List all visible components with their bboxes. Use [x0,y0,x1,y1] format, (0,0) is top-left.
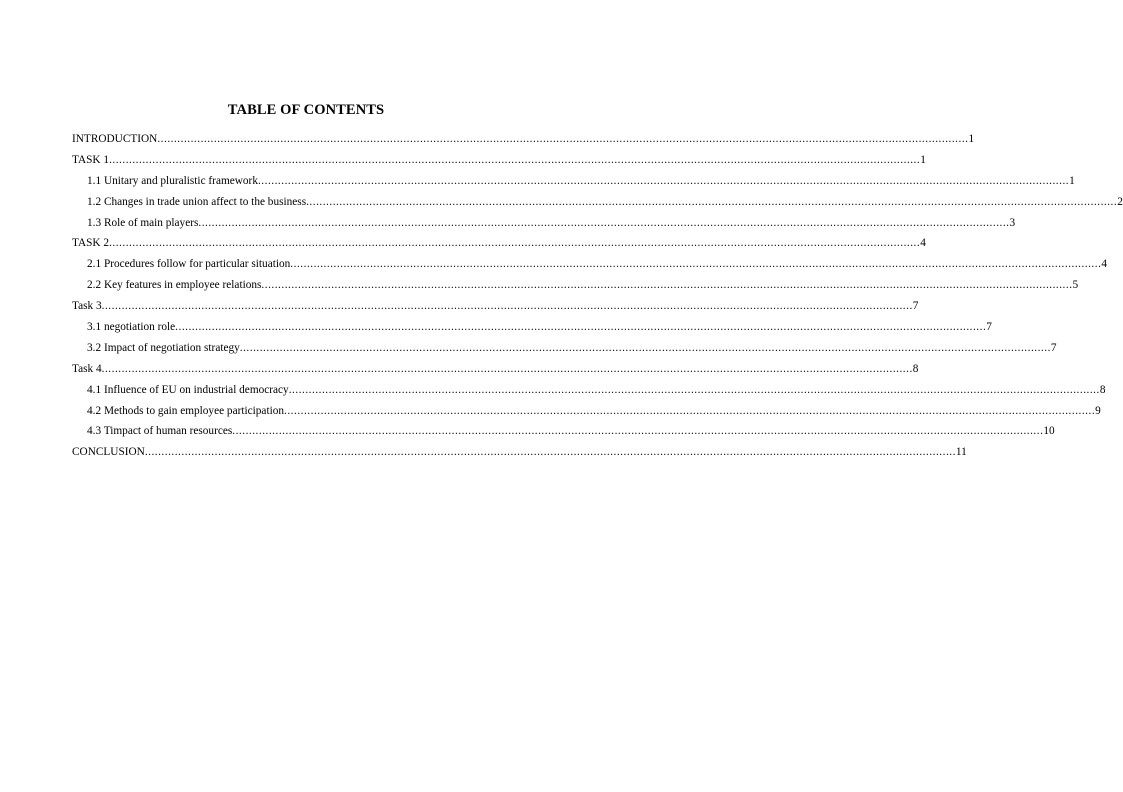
toc-dot-leader [289,383,1100,397]
toc-page-number: 8 [1099,383,1106,396]
toc-entry-label: 4.3 Timpact of human resources [87,425,233,438]
toc-dot-leader [198,216,1009,230]
toc-dot-leader [109,236,920,250]
toc-entry-label: Task 4 [72,362,102,375]
toc-page-number: 7 [912,300,919,313]
toc-page-number: 4 [1101,258,1108,271]
toc-dot-leader [102,299,913,313]
toc-entry-4-3[interactable] [72,424,1055,445]
toc-entry-introduction[interactable] [72,132,975,153]
toc-entry-task-3[interactable] [72,299,919,320]
toc-page-number: 9 [1095,404,1101,417]
toc-dot-leader [240,341,1051,355]
toc-entry-2-1[interactable] [72,257,1108,278]
toc-page-number: 1 [1069,174,1075,187]
toc-entry-1-1[interactable] [72,174,1075,195]
toc-dot-leader [261,278,1072,292]
toc-entry-1-2[interactable] [72,195,1123,216]
toc-entry-conclusion[interactable] [72,445,967,466]
toc-page-number: 11 [955,446,967,459]
toc-entry-label: 1.3 Role of main players [87,216,199,229]
toc-entry-label: 3.1 negotiation role [87,321,176,334]
toc-page-number: 7 [986,321,992,334]
toc-entry-label: TASK 1 [72,153,110,166]
toc-entry-label: INTRODUCTION [72,133,158,145]
toc-dot-leader [102,362,913,376]
toc-entry-label: 2.1 Procedures follow for particular situation [87,258,291,271]
toc-page-number: 1 [968,133,975,145]
toc-title: TABLE OF CONTENTS [227,102,385,118]
toc-list [72,132,1123,466]
toc-entry-task-1[interactable] [72,153,926,174]
toc-entry-1-3[interactable] [72,216,1016,237]
toc-entry-label: 3.2 Impact of negotiation strategy [87,341,240,354]
toc-entry-3-1[interactable] [72,320,992,341]
toc-dot-leader [306,195,1117,209]
toc-dot-leader [145,445,956,459]
toc-entry-2-2[interactable] [72,278,1079,299]
toc-dot-leader [258,174,1069,188]
toc-entry-label: 4.1 Influence of EU on industrial democracy [87,383,289,396]
toc-dot-leader [232,424,1043,438]
toc-dot-leader [175,320,986,334]
toc-entry-task-4[interactable] [72,362,919,383]
toc-dot-leader [109,153,920,167]
toc-page-number: 8 [912,362,919,375]
toc-page-number: 3 [1009,216,1016,229]
toc-entry-label: Task 3 [72,300,102,313]
toc-entry-label: 2.2 Key features in employee relations [87,279,262,292]
toc-entry-label: TASK 2 [72,237,110,250]
toc-entry-label: 1.2 Changes in trade union affect to the business [87,195,307,208]
toc-page-number: 7 [1050,341,1057,354]
toc-entry-label: 1.1 Unitary and pluralistic framework [87,174,258,187]
toc-dot-leader [284,404,1095,418]
toc-page-number: 2 [1117,195,1123,208]
toc-entry-4-1[interactable] [72,383,1106,404]
toc-entry-4-2[interactable] [72,404,1101,425]
toc-dot-leader [157,132,968,146]
toc-entry-task-2[interactable] [72,236,926,257]
toc-page-number: 1 [920,153,926,166]
toc-entry-label: CONCLUSION [72,446,145,459]
toc-entry-label: 4.2 Methods to gain employee participation [87,404,285,417]
toc-page-number: 10 [1043,425,1055,438]
toc-dot-leader [290,257,1101,271]
toc-entry-3-2[interactable] [72,341,1057,362]
toc-page-number: 4 [920,237,926,250]
toc-page-number: 5 [1072,279,1079,292]
